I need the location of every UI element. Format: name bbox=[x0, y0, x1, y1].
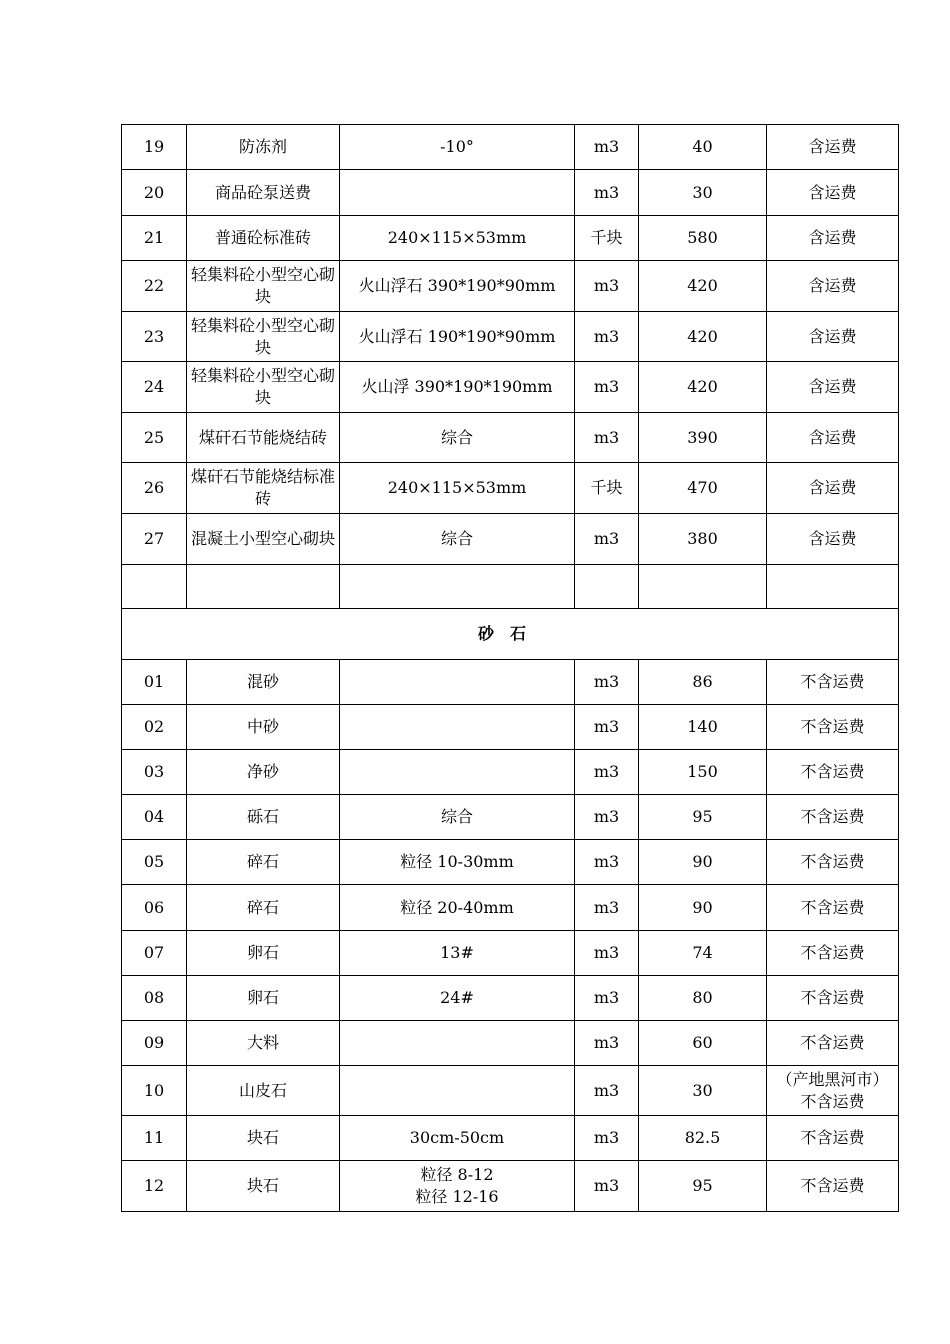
table-row bbox=[122, 261, 899, 312]
cell-spec: 240×115×53mm bbox=[340, 216, 575, 261]
cell-note: 不含运费 bbox=[767, 795, 899, 840]
cell-note: 含运费 bbox=[767, 362, 899, 413]
cell-unit: m3 bbox=[575, 125, 639, 170]
table-row bbox=[122, 125, 899, 170]
table-row bbox=[122, 1116, 899, 1161]
table-row bbox=[122, 514, 899, 565]
cell-name: 块石 bbox=[187, 1161, 340, 1212]
cell-no: 02 bbox=[122, 705, 187, 750]
cell-name: 碎石 bbox=[187, 885, 340, 931]
cell-spec: 13# bbox=[340, 931, 575, 976]
cell-name: 山皮石 bbox=[187, 1066, 340, 1116]
cell-spec: 粒径 20-40mm bbox=[340, 885, 575, 931]
cell-price: 30 bbox=[639, 1066, 767, 1116]
cell-no: 22 bbox=[122, 261, 187, 312]
cell-no: 04 bbox=[122, 795, 187, 840]
cell-price: 74 bbox=[639, 931, 767, 976]
cell-note: 不含运费 bbox=[767, 885, 899, 931]
cell-name: 卵石 bbox=[187, 976, 340, 1021]
cell-unit: 千块 bbox=[575, 216, 639, 261]
spec-line: 粒径 8-12 bbox=[420, 1165, 494, 1184]
cell-price: 420 bbox=[639, 362, 767, 413]
cell-price: 95 bbox=[639, 1161, 767, 1212]
cell-price: 380 bbox=[639, 514, 767, 565]
cell-note: 含运费 bbox=[767, 261, 899, 312]
cell-price: 30 bbox=[639, 170, 767, 216]
cell-spec: 综合 bbox=[340, 413, 575, 463]
cell-name: 大料 bbox=[187, 1021, 340, 1066]
cell-note: 不含运费 bbox=[767, 750, 899, 795]
cell-name bbox=[187, 565, 340, 609]
cell-unit: m3 bbox=[575, 413, 639, 463]
section-title: 砂石 bbox=[122, 609, 899, 660]
cell-spec: 24# bbox=[340, 976, 575, 1021]
cell-spec bbox=[340, 750, 575, 795]
cell-spec: 30cm-50cm bbox=[340, 1116, 575, 1161]
section-header-row bbox=[122, 609, 899, 660]
cell-spec: 综合 bbox=[340, 795, 575, 840]
cell-unit: m3 bbox=[575, 750, 639, 795]
cell-name: 煤矸石节能烧结砖 bbox=[187, 413, 340, 463]
cell-price: 420 bbox=[639, 261, 767, 312]
cell-name: 碎石 bbox=[187, 840, 340, 885]
cell-price: 470 bbox=[639, 463, 767, 514]
cell-spec bbox=[340, 1066, 575, 1116]
cell-no: 20 bbox=[122, 170, 187, 216]
cell-no: 05 bbox=[122, 840, 187, 885]
cell-unit bbox=[575, 565, 639, 609]
cell-note: 不含运费 bbox=[767, 1161, 899, 1212]
cell-unit: m3 bbox=[575, 885, 639, 931]
cell-spec bbox=[340, 660, 575, 705]
cell-note: 不含运费 bbox=[767, 1021, 899, 1066]
cell-spec bbox=[340, 1161, 575, 1212]
cell-unit: m3 bbox=[575, 840, 639, 885]
cell-no: 27 bbox=[122, 514, 187, 565]
cell-no: 25 bbox=[122, 413, 187, 463]
cell-price: 150 bbox=[639, 750, 767, 795]
cell-price: 140 bbox=[639, 705, 767, 750]
cell-unit: m3 bbox=[575, 931, 639, 976]
cell-price: 580 bbox=[639, 216, 767, 261]
cell-name: 轻集料砼小型空心砌块 bbox=[187, 261, 340, 312]
table-row bbox=[122, 705, 899, 750]
cell-spec: 火山浮石 390*190*90mm bbox=[340, 261, 575, 312]
table-row bbox=[122, 216, 899, 261]
cell-note: 不含运费 bbox=[767, 1116, 899, 1161]
table-row bbox=[122, 362, 899, 413]
cell-price: 95 bbox=[639, 795, 767, 840]
table-row bbox=[122, 660, 899, 705]
cell-unit: 千块 bbox=[575, 463, 639, 514]
cell-unit: m3 bbox=[575, 261, 639, 312]
cell-name: 卵石 bbox=[187, 931, 340, 976]
cell-unit: m3 bbox=[575, 660, 639, 705]
cell-spec bbox=[340, 565, 575, 609]
cell-price: 86 bbox=[639, 660, 767, 705]
cell-note: 不含运费 bbox=[767, 840, 899, 885]
cell-price bbox=[639, 565, 767, 609]
cell-name: 商品砼泵送费 bbox=[187, 170, 340, 216]
cell-spec: 火山浮石 190*190*90mm bbox=[340, 312, 575, 362]
cell-note: 含运费 bbox=[767, 170, 899, 216]
cell-no: 11 bbox=[122, 1116, 187, 1161]
cell-note: 含运费 bbox=[767, 413, 899, 463]
table-row bbox=[122, 795, 899, 840]
cell-note: 不含运费 bbox=[767, 660, 899, 705]
cell-no: 01 bbox=[122, 660, 187, 705]
cell-unit: m3 bbox=[575, 1161, 639, 1212]
table-row bbox=[122, 463, 899, 514]
cell-spec bbox=[340, 1021, 575, 1066]
cell-unit: m3 bbox=[575, 795, 639, 840]
table-row bbox=[122, 170, 899, 216]
cell-note: 不含运费 bbox=[767, 705, 899, 750]
cell-no: 10 bbox=[122, 1066, 187, 1116]
cell-unit: m3 bbox=[575, 1066, 639, 1116]
cell-name: 轻集料砼小型空心砌块 bbox=[187, 362, 340, 413]
cell-unit: m3 bbox=[575, 170, 639, 216]
cell-no: 07 bbox=[122, 931, 187, 976]
cell-price: 40 bbox=[639, 125, 767, 170]
cell-spec bbox=[340, 705, 575, 750]
cell-unit: m3 bbox=[575, 1116, 639, 1161]
cell-note: 不含运费 bbox=[767, 976, 899, 1021]
cell-note: 不含运费 bbox=[767, 931, 899, 976]
cell-unit: m3 bbox=[575, 362, 639, 413]
cell-price: 60 bbox=[639, 1021, 767, 1066]
cell-unit: m3 bbox=[575, 976, 639, 1021]
cell-unit: m3 bbox=[575, 312, 639, 362]
cell-no: 03 bbox=[122, 750, 187, 795]
cell-name: 砾石 bbox=[187, 795, 340, 840]
cell-no: 08 bbox=[122, 976, 187, 1021]
spec-line: 粒径 12-16 bbox=[415, 1187, 499, 1206]
cell-spec: -10° bbox=[340, 125, 575, 170]
cell-no: 23 bbox=[122, 312, 187, 362]
table-row bbox=[122, 312, 899, 362]
cell-unit: m3 bbox=[575, 705, 639, 750]
cell-name: 混砂 bbox=[187, 660, 340, 705]
cell-no: 06 bbox=[122, 885, 187, 931]
cell-price: 420 bbox=[639, 312, 767, 362]
cell-note: 含运费 bbox=[767, 463, 899, 514]
cell-name: 普通砼标准砖 bbox=[187, 216, 340, 261]
cell-name: 净砂 bbox=[187, 750, 340, 795]
table-row bbox=[122, 413, 899, 463]
cell-price: 80 bbox=[639, 976, 767, 1021]
table-row-empty bbox=[122, 565, 899, 609]
cell-note: 含运费 bbox=[767, 312, 899, 362]
cell-name: 中砂 bbox=[187, 705, 340, 750]
cell-no bbox=[122, 565, 187, 609]
cell-spec: 粒径 10-30mm bbox=[340, 840, 575, 885]
cell-note: 含运费 bbox=[767, 216, 899, 261]
cell-no: 26 bbox=[122, 463, 187, 514]
cell-unit: m3 bbox=[575, 1021, 639, 1066]
cell-name: 煤矸石节能烧结标准砖 bbox=[187, 463, 340, 514]
cell-spec: 火山浮 390*190*190mm bbox=[340, 362, 575, 413]
cell-price: 390 bbox=[639, 413, 767, 463]
cell-spec: 240×115×53mm bbox=[340, 463, 575, 514]
table-row bbox=[122, 931, 899, 976]
cell-spec bbox=[340, 170, 575, 216]
cell-name: 块石 bbox=[187, 1116, 340, 1161]
table-row bbox=[122, 750, 899, 795]
table-row bbox=[122, 1021, 899, 1066]
cell-spec: 综合 bbox=[340, 514, 575, 565]
cell-no: 21 bbox=[122, 216, 187, 261]
cell-name: 轻集料砼小型空心砌块 bbox=[187, 312, 340, 362]
table-row bbox=[122, 840, 899, 885]
cell-note: （产地黑河市）不含运费 bbox=[767, 1066, 899, 1116]
cell-price: 82.5 bbox=[639, 1116, 767, 1161]
cell-unit: m3 bbox=[575, 514, 639, 565]
cell-no: 09 bbox=[122, 1021, 187, 1066]
cell-note bbox=[767, 565, 899, 609]
table-row bbox=[122, 1066, 899, 1116]
table-row bbox=[122, 976, 899, 1021]
cell-name: 防冻剂 bbox=[187, 125, 340, 170]
table-row bbox=[122, 885, 899, 931]
cell-no: 19 bbox=[122, 125, 187, 170]
cell-note: 含运费 bbox=[767, 514, 899, 565]
cell-no: 12 bbox=[122, 1161, 187, 1212]
cell-note: 含运费 bbox=[767, 125, 899, 170]
price-table bbox=[121, 124, 899, 1212]
cell-price: 90 bbox=[639, 885, 767, 931]
cell-no: 24 bbox=[122, 362, 187, 413]
cell-name: 混凝土小型空心砌块 bbox=[187, 514, 340, 565]
cell-price: 90 bbox=[639, 840, 767, 885]
table-row bbox=[122, 1161, 899, 1212]
